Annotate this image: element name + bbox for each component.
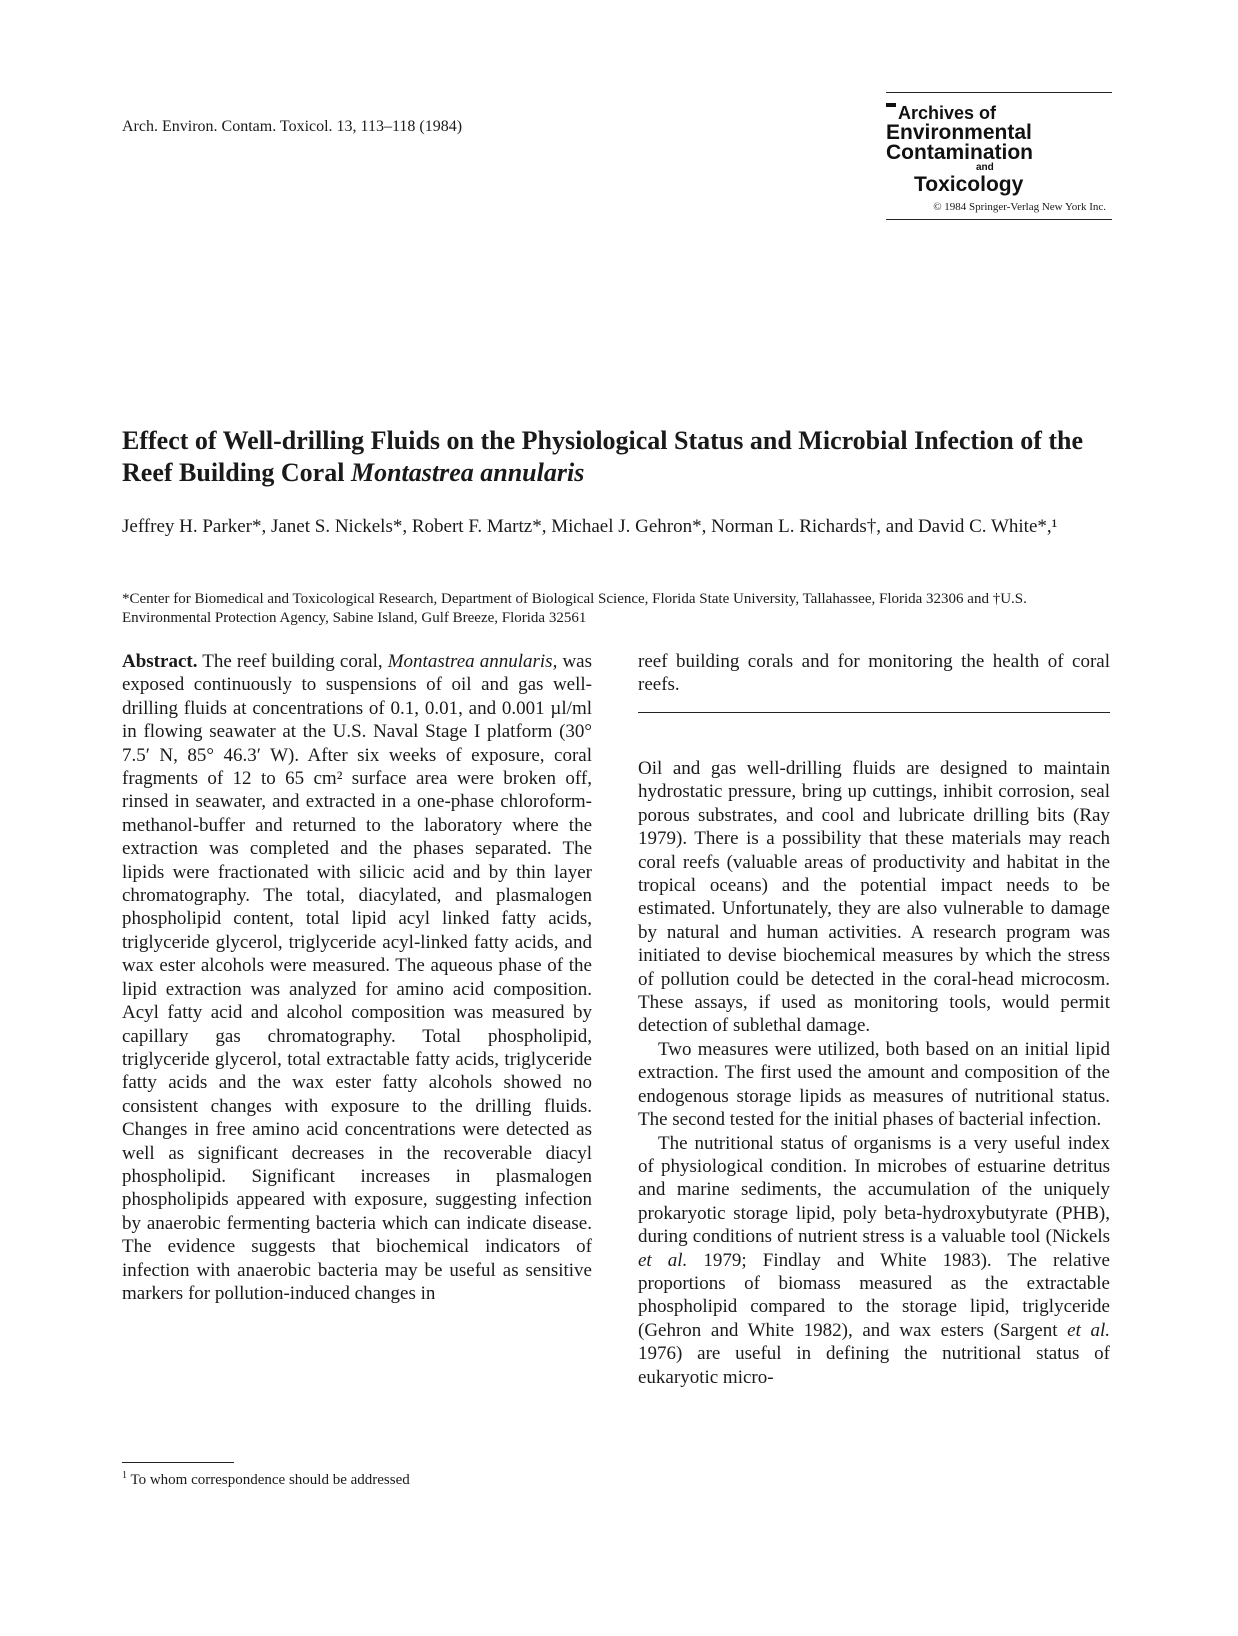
footnote-text: To whom correspondence should be addressed	[127, 1472, 410, 1488]
author-affiliations: *Center for Biomedical and Toxicological Research, Department of Biological Science, Florida State University, Tallahassee, Florida 32306 and †U.S. Environmental Protection Agency, Sabine Island, Gulf Breeze, Florida 32561	[122, 591, 1027, 626]
intro-p3-text-a: The nutritional status of organisms is a very useful index of physiological condition. In microbes of estuarine detritus and marine sediments, the accumulation of the uniquely prokaryotic storage lipid, poly beta-hydroxybutyrate (PHB), during conditions of nutrient stress is a valuable tool (Nickels	[638, 1132, 1110, 1248]
intro-p3-text-b: 1979; Findlay and White 1983). The relative proportions of biomass measured as the extractable phospholipid compared to the storage lipid, triglyceride (Gehron and White 1982), and wax esters (Sargent	[638, 1249, 1110, 1341]
logo-top-rule	[886, 92, 1112, 93]
logo-bottom-rule	[886, 219, 1112, 220]
footnote	[122, 1470, 410, 1489]
article-title	[122, 425, 1102, 489]
abstract-species: Montastrea annularis,	[387, 651, 558, 672]
intro-paragraph-1: Oil and gas well-drilling fluids are designed to maintain hydrostatic pressure, bring up cuttings, inhibit corrosion, seal porous substrates, and cool and lubricate drilling bits (Ray 1979). There is a possibility that these materials may reach coral reefs (valuable areas of productivity and habitat in the tropical oceans) and the potential impact needs to be estimated. Unfortunately, they are also vulnerable to damage by natural and human activities. A research program was initiated to devise biochemical measures by which the stress of pollution could be detected in the coral-head microcosm. These assays, if used as monitoring tools, would permit detection of sublethal damage.	[638, 758, 1110, 1037]
intro-paragraph-2: Two measures were utilized, both based on an initial lipid extraction. The first used the amount and composition of the endogenous storage lipids as measures of nutritional status. The second tested for the initial phases of bacterial infection.	[638, 1038, 1110, 1131]
journal-logo-graphic	[886, 99, 1112, 199]
abstract-label: Abstract.	[122, 651, 198, 672]
title-text: Effect of Well-drilling Fluids on the Physiological Status and Microbial Infection of the Reef Building Coral	[122, 426, 1084, 487]
footnote-marker: 1	[122, 1470, 127, 1481]
abstract-continuation-text: reef building corals and for monitoring the health of coral reefs.	[638, 651, 1110, 696]
intro-paragraph-3	[638, 1132, 1110, 1389]
abstract-text-b: was exposed continuously to suspensions of oil and gas well-drilling fluids at concentrations of 0.1, 0.01, and 0.001 µl/ml in flowing seawater at the U.S. Naval Stage I platform (30° 7.5′ N, 85° 46.3′ W). After six weeks of exposure, coral fragments of 12 to 65 cm² surface area were broken off, rinsed in seawater, and extracted in a one-phase chloroform-methanol-buffer and returned to the laboratory where the extraction was completed and the phases separated. The lipids were fractionated with silicic acid and by thin layer chromatography. The total, diacylated, and plasmalogen phospholipid content, total lipid acyl linked fatty acids, triglyceride glycerol, triglyceride acyl-linked fatty acids, and wax ester alcohols were measured. The aqueous phase of the lipid extraction was analyzed for amino acid composition. Acyl fatty acid and alcohol composition was measured by capillary gas chromatography. Total phospholipid, triglyceride glycerol, total extractable fatty acids, triglyceride fatty acids and the wax ester fatty alcohols showed no consistent changes with exposure to the drilling fluids. Changes in free amino acid concentrations were detected as well as significant decreases in the recoverable diacyl phospholipid. Significant increases in plasmalogen phospholipids appeared with exposure, suggesting infection by anaerobic fermenting bacteria which can indicate disease. The evidence suggests that biochemical indicators of infection with anaerobic bacteria may be useful as sensitive markers for pollution-induced changes in	[122, 651, 592, 1304]
abstract-continuation	[638, 650, 1110, 697]
logo-line-archives: Archives of	[898, 103, 997, 123]
intro-p3-text-c: 1976) are useful in defining the nutritional status of eukaryotic micro-	[638, 1343, 1110, 1388]
intro-p3-etal-1: et al.	[638, 1249, 688, 1271]
logo-line-toxicology: Toxicology	[914, 173, 1024, 196]
abstract-paragraph	[122, 650, 592, 1305]
logo-line-and: and	[976, 162, 994, 173]
abstract-column	[122, 650, 592, 1305]
intro-p3-etal-2: et al.	[1067, 1319, 1110, 1341]
author-list: Jeffrey H. Parker*, Janet S. Nickels*, Robert F. Martz*, Michael J. Gehron*, Norman L. Richards†, and David C. White*,¹	[122, 516, 1058, 537]
logo-line-environmental: Environmental	[886, 121, 1032, 144]
introduction-column	[638, 757, 1110, 1389]
journal-citation: Arch. Environ. Contam. Toxicol. 13, 113–118 (1984)	[122, 118, 463, 135]
abstract-separator	[638, 712, 1110, 713]
footnote-rule	[122, 1462, 234, 1463]
logo-line-contamination: Contamination	[886, 141, 1033, 164]
copyright-notice: © 1984 Springer-Verlag New York Inc.	[933, 201, 1106, 213]
title-species: Montastrea annularis	[350, 458, 585, 487]
journal-logo	[886, 92, 1112, 220]
abstract-text-a: The reef building coral,	[197, 651, 388, 672]
